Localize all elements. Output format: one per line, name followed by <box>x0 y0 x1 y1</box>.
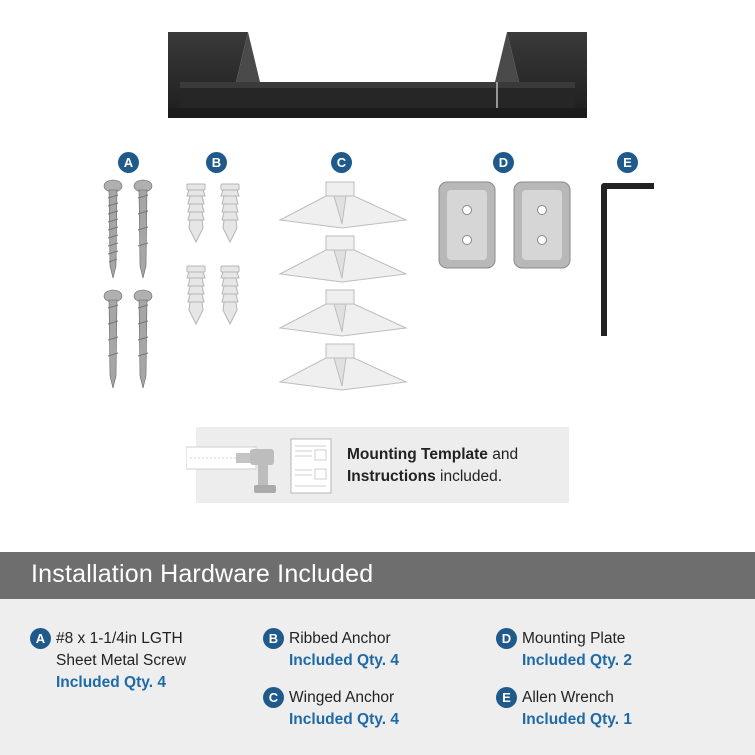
legend-name-b: Ribbed Anchor <box>289 630 391 647</box>
part-badge-c: C <box>331 152 352 173</box>
allen-wrench-illustration <box>596 178 658 340</box>
mounting-plates-illustration <box>437 180 572 272</box>
mounting-template-box <box>196 427 569 503</box>
legend-qty-c: Included Qty. 4 <box>289 711 399 728</box>
legend-name-d: Mounting Plate <box>522 630 626 647</box>
part-badge-d: D <box>493 152 514 173</box>
legend-name-e: Allen Wrench <box>522 689 614 706</box>
legend-qty-e: Included Qty. 1 <box>522 711 632 728</box>
drill-icon <box>186 441 281 497</box>
legend-badge-c: C <box>263 687 284 708</box>
part-badge-b: B <box>206 152 227 173</box>
legend-badge-b: B <box>263 628 284 649</box>
legend-qty-a: Included Qty. 4 <box>56 674 166 691</box>
legend-badge-d: D <box>496 628 517 649</box>
template-caption: Mounting Template and Instructions included. <box>347 446 519 485</box>
part-badge-e: E <box>617 152 638 173</box>
legend-name-a: #8 x 1-1/4in LGTH Sheet Metal Screw <box>56 630 187 669</box>
legend-qty-d: Included Qty. 2 <box>522 652 632 669</box>
pull-handle-illustration <box>0 0 755 140</box>
banner-title: Installation Hardware Included <box>31 560 374 588</box>
ribbed-anchors-illustration <box>183 182 253 342</box>
screws-illustration <box>95 178 165 393</box>
legend-badge-e: E <box>496 687 517 708</box>
winged-anchors-illustration <box>276 180 411 395</box>
instructions-document-icon <box>290 438 332 494</box>
part-badge-a: A <box>118 152 139 173</box>
legend-name-c: Winged Anchor <box>289 689 395 706</box>
legend-qty-b: Included Qty. 4 <box>289 652 399 669</box>
legend-badge-a: A <box>30 628 51 649</box>
hardware-banner <box>0 552 755 599</box>
